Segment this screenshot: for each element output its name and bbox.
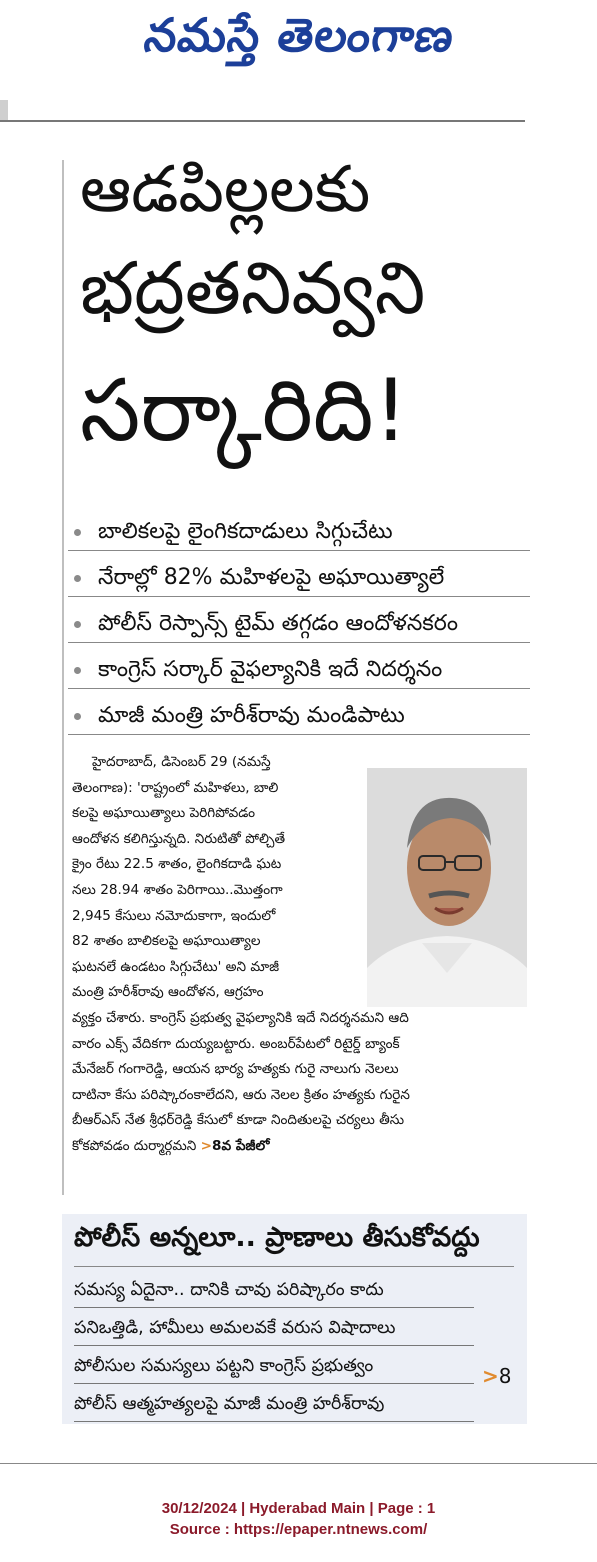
bullet-dot-icon xyxy=(74,621,81,628)
bottom-divider xyxy=(0,1463,597,1464)
top-divider xyxy=(0,120,525,122)
related-point: పోలీస్ ఆత్మహత్యలపై మాజీ మంత్రి హరీశ్‌రావు xyxy=(74,1388,474,1422)
subheading-bullets xyxy=(68,514,530,744)
title-divider xyxy=(74,1266,514,1267)
headline-line-2: భద్రతనివ్వని xyxy=(80,246,426,330)
bullet-dot-icon xyxy=(74,667,81,674)
body-line: మేనేజర్ గంగారెడ్డి, ఆయన భార్య హత్యకు గురై నాలుగు నెలలు xyxy=(72,1061,399,1078)
body-line-last: కోకపోవడం దుర్మార్గమని >8వ పేజీలో xyxy=(72,1137,270,1154)
body-line: వ్యక్తం చేశారు. కాంగ్రెస్ ప్రభుత్వ వైఫల్యానికి ఇదే నిదర్శనమని ఆది xyxy=(72,1009,409,1026)
source-url[interactable]: Source : https://epaper.ntnews.com/ xyxy=(169,1521,428,1538)
related-story-points xyxy=(74,1274,474,1426)
body-line: క్రైం రేటు 22.5 శాతం, లైంగికదాడి ఘట xyxy=(72,856,282,873)
bullet-item: కాంగ్రెస్ సర్కార్ వైఫల్యానికి ఇదే నిదర్శనం xyxy=(68,652,530,689)
body-line: ఆందోళన కలిగిస్తున్నది. నిరుటితో పోల్చితే xyxy=(72,830,286,847)
article-left-border xyxy=(62,160,64,1195)
chevron-right-icon: > xyxy=(482,1364,499,1388)
bullet-dot-icon xyxy=(74,529,81,536)
body-line: ఘటనలే ఉండటం సిగ్గుచేటు' అని మాజీ xyxy=(72,958,280,975)
chevron-right-icon: > xyxy=(200,1137,213,1154)
body-line: హైదరాబాద్, డిసెంబర్ 29 (నమస్తే xyxy=(92,754,271,770)
body-line: దాటినా కేసు పరిష్కారంకాలేదని, ఆరు నెలల క్రితం హత్యకు గురైన xyxy=(72,1086,410,1103)
edition-info: 30/12/2024 | Hyderabad Main | Page : 1 xyxy=(161,1500,436,1517)
bullet-dot-icon xyxy=(74,713,81,720)
related-story-box xyxy=(62,1214,527,1424)
headline-line-1: ఆడపిల్లలకు xyxy=(80,153,371,227)
related-point: పోలీసుల సమస్యలు పట్టని కాంగ్రెస్ ప్రభుత్వం xyxy=(74,1350,474,1384)
bullet-item: బాలికలపై లైంగికదాడులు సిగ్గుచేటు xyxy=(68,514,530,551)
article-body xyxy=(72,750,532,1160)
page-footer xyxy=(0,1498,597,1540)
body-line: 2,945 కేసులు నమోదుకాగా, ఇందులో xyxy=(72,907,276,924)
related-point: పనిఒత్తిడి, హామీలు అమలవకే వరుస విషాదాలు xyxy=(74,1312,474,1346)
body-line: కలపై అఘాయిత్యాలు పెరిగిపోవడం xyxy=(72,805,256,822)
bullet-item: మాజీ మంత్రి హరీశ్‌రావు మండిపాటు xyxy=(68,698,530,735)
body-line: వారం ఎక్స్ వేదికగా దుయ్యబట్టారు. అంబర్‌పేటలో రిటైర్డ్ బ్యాంక్ xyxy=(72,1035,400,1052)
newspaper-logo: నమస్తే తెలంగాణ xyxy=(140,8,458,62)
body-line: బీఆర్‌ఎస్ నేత శ్రీధర్‌రెడ్డి కేసులో కూడా నిందితులపై చర్యలు తీసు xyxy=(72,1112,405,1129)
margin-mark xyxy=(0,100,8,120)
body-line: తెలంగాణ): 'రాష్ట్రంలో మహిళలు, బాలి xyxy=(72,779,279,796)
masthead xyxy=(0,0,597,90)
bullet-item: పోలీస్ రెస్పాన్స్ టైమ్ తగ్గడం ఆందోళనకరం xyxy=(68,606,530,643)
page-reference-link[interactable]: >8 xyxy=(482,1364,512,1388)
body-line: మంత్రి హరీశ్‌రావు ఆందోళన, ఆగ్రహం xyxy=(72,984,264,1001)
headline xyxy=(80,152,550,461)
related-point: సమస్య ఏదైనా.. దానికి చావు పరిష్కారం కాదు xyxy=(74,1274,474,1308)
headline-line-3: సర్కారిది! xyxy=(80,361,409,461)
bullet-dot-icon xyxy=(74,575,81,582)
body-line: నలు 28.94 శాతం పెరిగాయి..మొత్తంగా xyxy=(72,881,283,898)
body-line: 82 శాతం బాలికలపై అఘాయిత్యాల xyxy=(72,933,261,950)
bullet-item: నేరాల్లో 82% మహిళలపై అఘాయిత్యాలే xyxy=(68,560,530,597)
related-story-title: పోలీస్ అన్నలూ.. ప్రాణాలు తీసుకోవద్దు xyxy=(74,1222,480,1253)
continued-on-page-link[interactable]: >8వ పేజీలో xyxy=(200,1137,270,1154)
